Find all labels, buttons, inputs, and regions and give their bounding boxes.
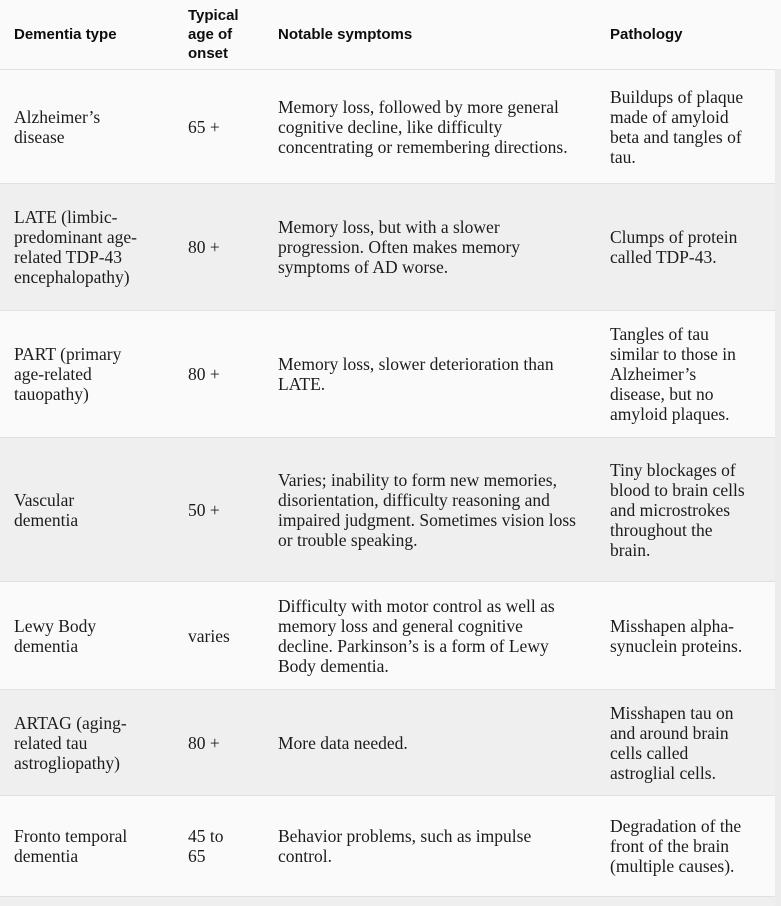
cell-pathology: Tangles of tau similar to those in Alzheimer’s disease, but no amyloid plaques. (610, 324, 736, 424)
cell-pathology: Misshapen alpha-synuclein proteins. (610, 615, 743, 656)
cell-age-of-onset: 65 + (188, 116, 220, 137)
cell-age-of-onset: 80 + (188, 364, 220, 384)
cell-symptoms: Memory loss, but with a slower progression. Often makes memory symptoms of AD worse. (278, 217, 521, 277)
cell-pathology: Misshapen tau on and around brain cells called astroglial cells. (610, 702, 734, 783)
table-row-alzheimers (0, 70, 775, 184)
next-row-partial (0, 896, 775, 906)
cell-dementia-type: PART (primary age-related tauopathy) (14, 344, 122, 404)
cell-pathology: Degradation of the front of the brain (multiple causes). (610, 815, 742, 876)
table-header-row (0, 0, 775, 70)
table-row-late (0, 184, 775, 311)
table-row-frontotemporal (0, 796, 775, 896)
cell-age-of-onset: 80 + (188, 237, 220, 257)
cell-symptoms: Behavior problems, such as impulse control. (278, 825, 532, 866)
cell-pathology: Buildups of plaque made of amyloid beta and tangles of tau. (610, 86, 744, 167)
cell-age-of-onset: 50 + (188, 499, 220, 520)
cell-dementia-type: LATE (limbic-predominant age-related TDP-43 encephalopathy) (14, 207, 137, 287)
column-header-dementia-type: Dementia type (0, 0, 174, 70)
cell-dementia-type: Vascular dementia (14, 489, 79, 530)
table-row-vascular (0, 438, 775, 582)
cell-pathology: Clumps of protein called TDP-43. (610, 227, 738, 267)
cell-dementia-type: ARTAG (aging-related tau astrogliopathy) (14, 712, 127, 773)
cell-age-of-onset: 80 + (188, 732, 220, 753)
cell-symptoms: More data needed. (278, 732, 408, 753)
cell-dementia-type: Alzheimer’s disease (14, 106, 101, 147)
scrollbar-track[interactable] (775, 69, 781, 906)
cell-symptoms: Varies; inability to form new memories, disorientation, difficulty reasoning and impaired judgment. Sometimes vision loss or trouble speaking. (278, 469, 576, 550)
cell-age-of-onset: 45 to 65 (188, 825, 224, 866)
cell-symptoms: Memory loss, followed by more general cognitive decline, like difficulty concentrating or remembering directions. (278, 96, 568, 157)
column-header-typical-age: Typical age of onset (174, 0, 264, 70)
cell-dementia-type: Lewy Body dementia (14, 615, 97, 656)
column-header-pathology: Pathology (596, 0, 775, 70)
table-row-lewy-body (0, 582, 775, 690)
cell-age-of-onset: varies (188, 625, 230, 646)
table-row-part (0, 311, 775, 438)
table-row-artag (0, 690, 775, 796)
cell-pathology: Tiny blockages of blood to brain cells and microstrokes throughout the brain. (610, 459, 745, 560)
cell-dementia-type: Fronto temporal dementia (14, 825, 128, 866)
cell-symptoms: Memory loss, slower deterioration than LATE. (278, 354, 554, 394)
column-header-notable-symptoms: Notable symptoms (264, 0, 596, 70)
cell-symptoms: Difficulty with motor control as well as memory loss and general cognitive decline. Parkinson’s is a form of Lewy Body dementia. (278, 595, 555, 676)
